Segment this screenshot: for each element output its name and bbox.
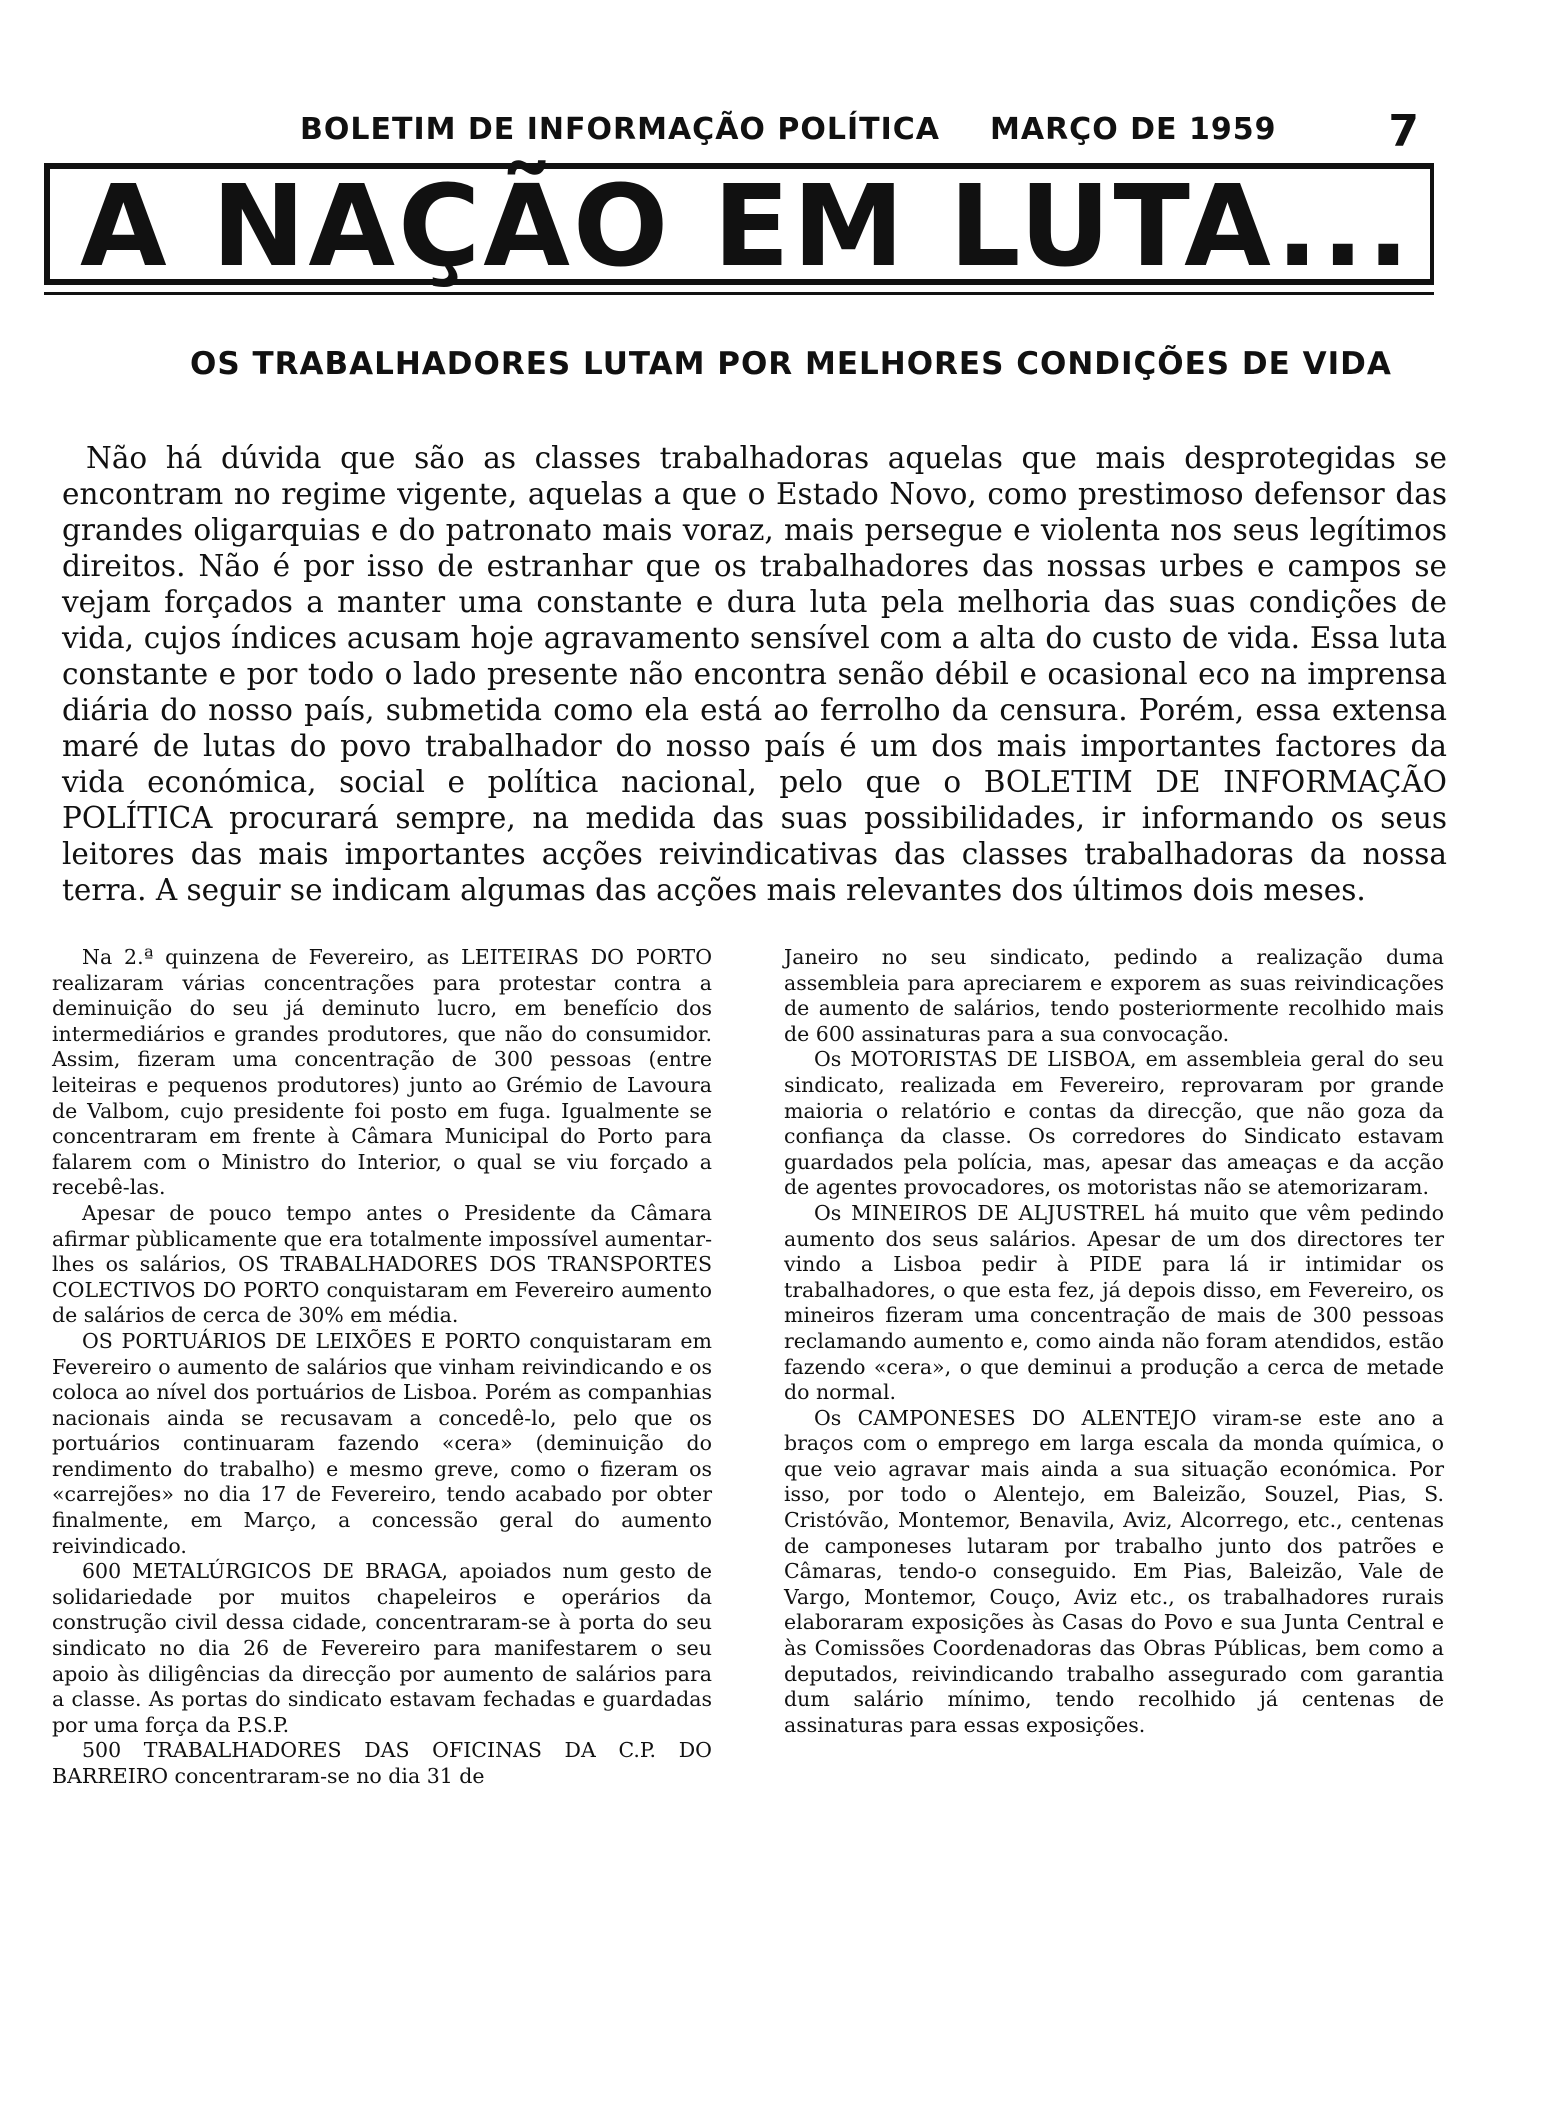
- article-paragraph: Os MINEIROS DE ALJUSTREL há muito que vêm pedindo aumento dos seus salários. Apesar de um dos directores ter vindo a Lisboa pedir à PIDE para lá ir intimidar os trabalhadores, o que esta fez, já depois disso, em Fevereiro, os mineiros fizeram uma concentração de mais de 300 pessoas reclamando aumento e, como ainda não foram atendidos, estão fazendo «cera», o que deminui a produção a cerca de metade do normal.: [784, 1200, 1444, 1405]
- section-title: OS TRABALHADORES LUTAM POR MELHORES CONDIÇÕES DE VIDA: [190, 346, 1392, 382]
- left-column: [52, 945, 712, 1790]
- banner-box: [44, 162, 1434, 292]
- article-paragraph: Janeiro no seu sindicato, pedindo a realização duma assembleia para apreciarem e exporem as suas reivindicações de aumento de salários, tendo posteriormente recolhido mais de 600 assinaturas para a sua convocação.: [784, 945, 1444, 1046]
- article-paragraph: Os MOTORISTAS DE LISBOA, em assembleia geral do seu sindicato, realizada em Fevereiro, reprovaram por grande maioria o relatório e contas da direcção, que não goza da confiança da classe. Os corredores do Sindicato estavam guardados pela polícia, mas, apesar das ameaças e da acção de agentes provocadores, os motoristas não se atemorizaram.: [784, 1047, 1444, 1200]
- right-column: [784, 945, 1444, 1738]
- page-number: 7: [1388, 106, 1420, 157]
- banner-divider: [44, 292, 1434, 295]
- issue-date: MARÇO DE 1959: [990, 112, 1277, 147]
- intro-paragraph: Não há dúvida que são as classes trabalhadoras aquelas que mais desprotegidas se encontram no regime vigente, aquelas a que o Estado Novo, como prestimoso defensor das grandes oligarquias e do patronato mais voraz, mais persegue e violenta nos seus legítimos direitos. Não é por isso de estranhar que os trabalhadores das nossas urbes e campos se vejam forçados a manter uma constante e dura luta pela melhoria das suas condições de vida, cujos índices acusam hoje agravamento sensível com a alta do custo de vida. Essa luta constante e por todo o lado presente não encontra senão débil e ocasional eco na imprensa diária do nosso país, submetida como ela está ao ferrolho da censura. Porém, essa extensa maré de lutas do povo trabalhador do nosso país é um dos mais importantes factores da vida económica, social e política nacional, pelo que o BOLETIM DE INFORMAÇÃO POLÍTICA procurará sempre, na medida das suas possibilidades, ir informando os seus leitores das mais importantes acções reivindicativas das classes trabalhadoras da nossa terra. A seguir se indicam algumas das acções mais relevantes dos últimos dois meses.: [62, 441, 1447, 907]
- article-paragraph: Os CAMPONESES DO ALENTEJO viram-se este ano a braços com o emprego em larga escala da monda química, o que veio agravar mais ainda a sua situação económica. Por isso, por todo o Alentejo, em Baleizão, Souzel, Pias, S. Cristóvão, Montemor, Benavila, Aviz, Alcorrego, etc., centenas de camponeses lutaram por trabalho junto dos patrões e Câmaras, tendo-o conseguido. Em Pias, Baleizão, Vale de Vargo, Montemor, Couço, Aviz etc., os trabalhadores rurais elaboraram exposições às Casas do Povo e sua Junta Central e às Comissões Coordenadoras das Obras Públicas, bem como a deputados, reivindicando trabalho assegurado com garantia dum salário mínimo, tendo recolhido já centenas de assinaturas para essas exposições.: [784, 1405, 1444, 1737]
- article-paragraph: 500 TRABALHADORES DAS OFICINAS DA C.P. DO BARREIRO concentraram-se no dia 31 de: [52, 1738, 712, 1788]
- banner-title: A NAÇÃO EM LUTA...: [80, 162, 1413, 292]
- article-paragraph: OS PORTUÁRIOS DE LEIXÕES E PORTO conquistaram em Fevereiro o aumento de salários que vinham reivindicando e os coloca ao nível dos portuários de Lisboa. Porém as companhias nacionais ainda se recusavam a concedê-lo, pelo que os portuários continuaram fazendo «cera» (deminuição do rendimento do trabalho) e mesmo greve, como o fizeram os «carrejões» no dia 17 de Fevereiro, tendo acabado por obter finalmente, em Março, a concessão geral do aumento reivindicado.: [52, 1328, 712, 1558]
- publication-name: BOLETIM DE INFORMAÇÃO POLÍTICA: [300, 112, 940, 147]
- article-paragraph: 600 METALÚRGICOS DE BRAGA, apoiados num gesto de solidariedade por muitos chapeleiros e operários da construção civil dessa cidade, concentraram-se à porta do seu sindicato no dia 26 de Fevereiro para manifestarem o seu apoio às diligências da direcção por aumento de salários para a classe. As portas do sindicato estavam fechadas e guardadas por uma força da P.S.P.: [52, 1559, 712, 1737]
- article-paragraph: Apesar de pouco tempo antes o Presidente da Câmara afirmar pùblicamente que era totalmente impossível aumentar-lhes os salários, OS TRABALHADORES DOS TRANSPORTES COLECTIVOS DO PORTO conquistaram em Fevereiro aumento de salários de cerca de 30% em média.: [52, 1200, 712, 1328]
- article-paragraph: Na 2.ª quinzena de Fevereiro, as LEITEIRAS DO PORTO realizaram várias concentrações para protestar contra a deminuição do seu já deminuto lucro, em benefício dos intermediários e grandes produtores, que não do consumidor. Assim, fizeram uma concentração de 300 pessoas (entre leiteiras e pequenos produtores) junto ao Grémio de Lavoura de Valbom, cujo presidente foi posto em fuga. Igualmente se concentraram em frente à Câmara Municipal do Porto para falarem com o Ministro do Interior, o qual se viu forçado a recebê-las.: [52, 945, 712, 1200]
- page-header: [300, 106, 1420, 157]
